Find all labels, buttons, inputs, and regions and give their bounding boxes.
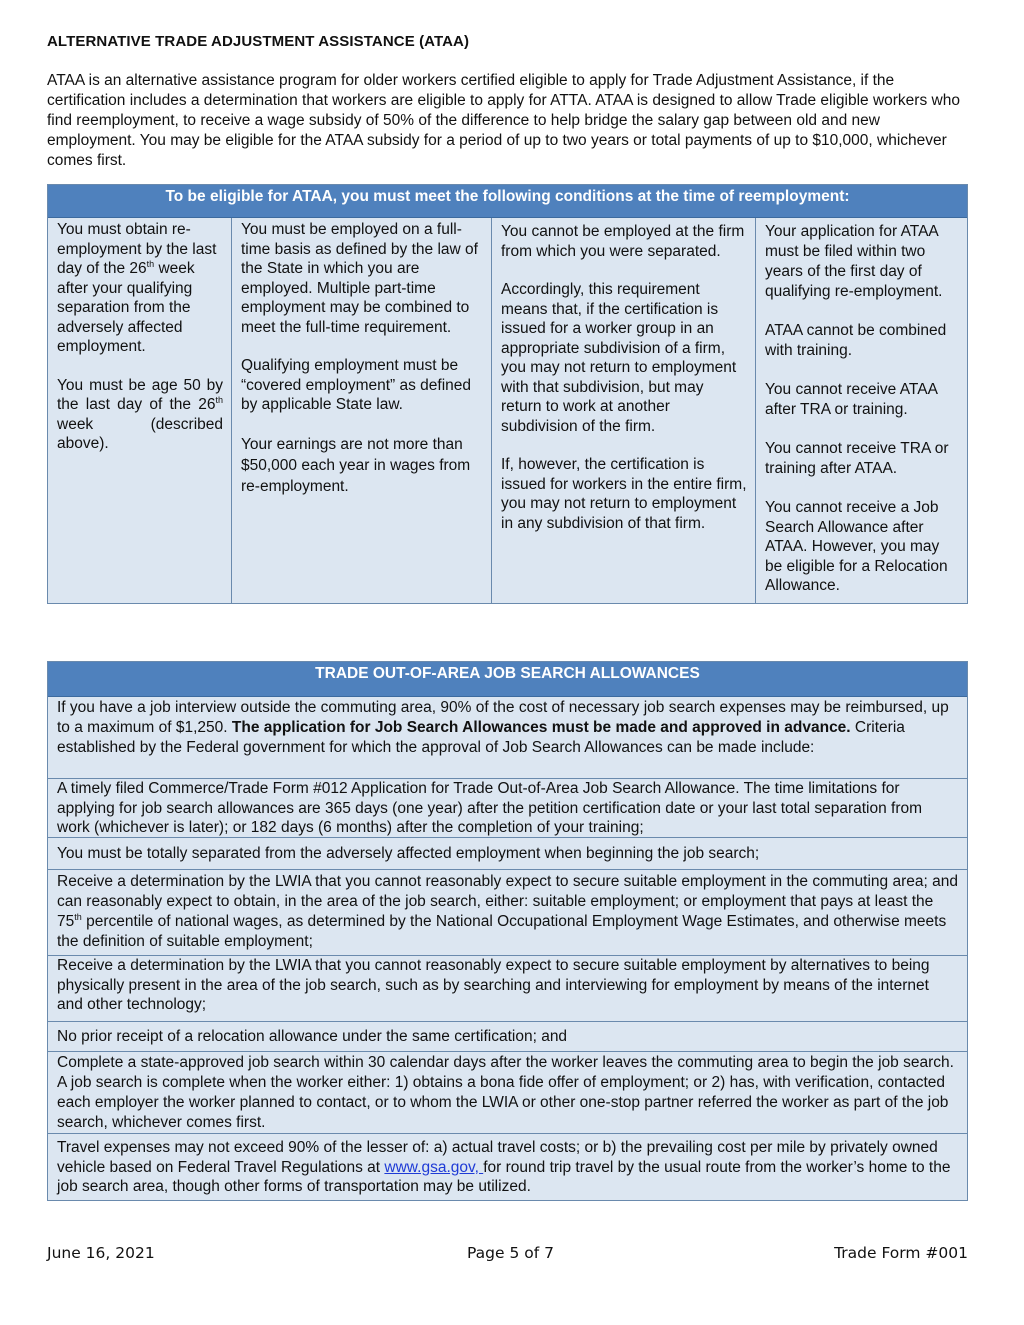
ataa-column-2 — [232, 218, 492, 604]
ataa-col3-para1: You cannot be employed at the firm from which you were separated. — [501, 223, 745, 260]
ataa-eligibility-table — [47, 184, 968, 604]
jsa-row-form-012: A timely filed Commerce/Trade Form #012 Application for Trade Out-of-Area Job Search Allowance. The time limitations for applying for job search allowances are 365 days (one year) after the petition certification date or your last total separation from work (whichever is later); or 182 days (6 months) after the completion of your training; — [48, 779, 967, 838]
ataa-col4-para2: ATAA cannot be combined with training. — [765, 322, 947, 359]
job-search-allowance-table — [47, 661, 968, 1201]
ataa-col1-para2: You must be age 50 by the last day of the 26th week (described above). — [57, 376, 223, 452]
jsa-row-lwia-alternatives: Receive a determination by the LWIA that you cannot reasonably expect to secure suitable employment by alternatives to being physically present in the area of the job search, such as by searching and interviewing for employment by means of the internet and other technology; — [48, 956, 967, 1022]
footer-date: June 16, 2021 — [47, 1244, 155, 1262]
ataa-col4-para5: You cannot receive a Job Search Allowance after ATAA. However, you may be eligible for a Relocation Allowance. — [765, 499, 948, 594]
jsa-row-no-relocation: No prior receipt of a relocation allowance under the same certification; and — [48, 1022, 967, 1052]
gsa-link[interactable]: www.gsa.gov, — [384, 1158, 484, 1176]
footer-form-number: Trade Form #001 — [834, 1244, 968, 1262]
jsa-row-complete-search: Complete a state-approved job search within 30 calendar days after the worker leaves the commuting area to begin the job search. A job search is complete when the worker either: 1) obtains a bona fide offer of employment; or 2) has, with verification, contacted each employer the worker planned to contact, or to whom the LWIA or other one-stop partner referred the worker as part of the job search, whichever comes first. — [48, 1052, 967, 1134]
ataa-column-4 — [756, 218, 967, 604]
ataa-col4-para1: Your application for ATAA must be filed within two years of the first day of qualifying re-employment. — [765, 223, 943, 300]
ataa-column-1 — [48, 218, 232, 604]
section-heading: ALTERNATIVE TRADE ADJUSTMENT ASSISTANCE (ATAA) — [47, 33, 470, 50]
intro-paragraph: ATAA is an alternative assistance program for older workers certified eligible to apply for Trade Adjustment Assistance, if the certification includes a determination that workers are eligible to apply for ATTA. ATAA is designed to allow Trade eligible workers who find reemployment, to receive a wage subsidy of 50% of the difference to help bridge the salary gap between old and new employment. You may be eligible for the ATAA subsidy for a period of up to two years or total payments of up to $10,000, whichever comes first. — [47, 72, 960, 169]
ataa-col3-para3: If, however, the certification is issued for workers in the entire firm, you may not return to employment in any subdivision of that firm. — [501, 456, 747, 532]
ataa-col2-para3: Your earnings are not more than $50,000 each year in wages from re-employment. — [241, 435, 471, 495]
ataa-col1-para1: You must obtain re-employment by the last day of the 26th week after your qualifying separation from the adversely affected employment. — [57, 221, 217, 355]
jsa-row-travel-expenses: Travel expenses may not exceed 90% of the lesser of: a) actual travel costs; or b) the prevailing cost per mile by privately owned vehicle based on Federal Travel Regulations at www.gsa.gov, for round trip travel by the usual route from the worker’s home to the job search area, though other forms of transportation may be utilized. — [57, 1139, 951, 1195]
jsa-row-totally-separated: You must be totally separated from the adversely affected employment when beginning the job search; — [48, 838, 967, 870]
footer-page-number: Page 5 of 7 — [467, 1244, 554, 1262]
ataa-col2-para2: Qualifying employment must be “covered employment” as defined by applicable State law. — [241, 357, 472, 413]
ataa-col3-para2: Accordingly, this requirement means that, if the certification is issued for a worker group in an appropriate subdivision of a firm, you may not return to employment with that subdivision, but may return to work at another subdivision of the firm. — [501, 281, 737, 435]
jsa-row-intro: If you have a job interview outside the commuting area, 90% of the cost of necessary job search expenses may be reimbursed, up to a maximum of $1,250. The application for Job Search Allowances must be made and approved in advance. Criteria established by the Federal government for which the approval of Job Search Allowances can be made include: — [48, 697, 967, 779]
jsa-row-lwia-determination: Receive a determination by the LWIA that you cannot reasonably expect to secure suitable employment in the commuting area; and can reasonably expect to obtain, in the area of the job search, either: suitable employment; or employment that pays at least the 75th percentile of national wages, as determined by the National Occupational Employment Wage Estimates, and otherwise meets the definition of suitable employment; — [48, 870, 967, 956]
ataa-col4-para4: You cannot receive TRA or training after ATAA. — [765, 440, 949, 477]
ataa-col4-para3: You cannot receive ATAA after TRA or training. — [765, 381, 938, 418]
jsa-table-header: TRADE OUT-OF-AREA JOB SEARCH ALLOWANCES — [48, 662, 967, 697]
ataa-table-header: To be eligible for ATAA, you must meet the following conditions at the time of reemployment: — [48, 185, 967, 218]
ataa-column-3 — [492, 218, 756, 604]
ataa-col2-para1: You must be employed on a full-time basis as defined by the law of the State in which you are employed. Multiple part-time employment may be combined to meet the full-time requirement. — [241, 221, 478, 336]
